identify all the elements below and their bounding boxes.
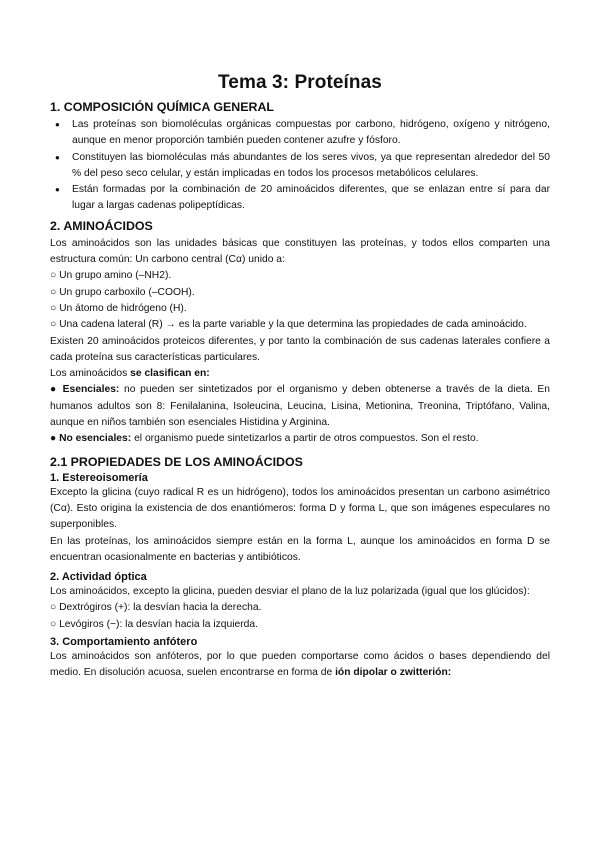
stereoisomery-paragraph: Excepto la glicina (cuyo radical R es un hidrógeno), todos los aminoácidos presentan un carbono asimétrico (Cα). Esto origina la existencia de dos enantiómeros: forma D y forma L, que son imágenes especulares no superponibles. [50, 486, 550, 531]
section-2-heading: 2. AMINOÁCIDOS [50, 218, 153, 233]
essential-paragraph [50, 382, 550, 431]
nonessential-text: el organismo puede sintetizarlos a partir de otros compuestos. Son el resto. [131, 433, 479, 445]
subsection-optical-heading: 2. Actividad óptica [50, 571, 147, 584]
amphoteric-text: Los aminoácidos son anfóteros, por lo que pueden comportarse como ácidos o bases dependiendo del medio. En disolución acuosa, suelen encontrarse en forma de [50, 651, 550, 679]
optical-item: ○ Dextrógiros (+): la desvían hacia la derecha. [50, 602, 262, 614]
page-title: Tema 3: Proteínas [218, 72, 382, 93]
section-1-heading: 1. COMPOSICIÓN QUÍMICA GENERAL [50, 100, 274, 114]
structure-part: ○ Un grupo amino (–NH2). [50, 270, 172, 282]
amphoteric-paragraph [50, 649, 550, 682]
section-2-paragraph: Existen 20 aminoácidos proteicos diferentes, y por tanto la combinación de sus cadenas laterales confiere a cada proteína sus características particulares. [50, 335, 550, 363]
stereoisomery-paragraph: En las proteínas, los aminoácidos siempre están en la forma L, aunque los aminoácidos en forma D se encuentran ocasionalmente en bacterias y antibióticos. [50, 535, 550, 563]
section-2-1-heading: 2.1 PROPIEDADES DE LOS AMINOÁCIDOS [50, 454, 303, 469]
section-2-intro: Los aminoácidos son las unidades básicas que constituyen las proteínas, y todos ellos comparten una estructura común: Un carbono central (Cα) unido a: [50, 237, 550, 266]
optical-item: ○ Levógiros (−): la desvían hacia la izquierda. [50, 618, 258, 630]
document-page [50, 72, 550, 682]
essential-label: ● Esenciales: [50, 384, 120, 396]
nonessential-label: ● No esenciales: [50, 433, 132, 445]
bullet-item: ● Constituyen las biomoléculas más abundantes de los seres vivos, ya que representan alrededor del 50 % del peso seco celular, y están implicadas en todos los procesos metabólicos celulares. [72, 150, 550, 183]
bullet-item: ● Están formadas por la combinación de 20 aminoácidos diferentes, que se enlazan entre sí para dar lugar a largas cadenas polipeptídicas. [72, 182, 550, 215]
structure-part: ○ Un grupo carboxilo (–COOH). [50, 286, 195, 298]
amphoteric-bold: ión dipolar o zwitterión: [335, 667, 452, 679]
classification-text: Los aminoácidos [50, 368, 131, 380]
subsection-stereoisomery-heading: 1. Estereoisomería [50, 471, 148, 484]
bullet-item: ● Las proteínas son biomoléculas orgánicas compuestas por carbono, hidrógeno, oxígeno y nitrógeno, aunque en menor proporción también pueden contener azufre y fósforo. [72, 117, 550, 150]
section-1-bullets [50, 117, 550, 215]
classification-line [50, 366, 550, 382]
structure-part: ○ Una cadena lateral (R) → es la parte variable y la que determina las propiedades de cada aminoácido. [50, 319, 527, 331]
essential-text: no pueden ser sintetizados por el organismo y deben obtenerse a través de la dieta. En humanos adultos son 8: Fenilalanina, Isoleucina, Leucina, Lisina, Metionina, Treonina, Triptófano, Valina, aunque en niños también son esenciales Histidina y Arginina. [50, 384, 551, 429]
optical-paragraph: Los aminoácidos, excepto la glicina, pueden desviar el plano de la luz polarizada (igual que los glúcidos): [50, 586, 530, 598]
structure-part: ○ Un átomo de hidrógeno (H). [50, 302, 187, 314]
classification-bold: se clasifican en: [130, 368, 210, 380]
nonessential-paragraph [50, 431, 550, 447]
subsection-amphoteric-heading: 3. Comportamiento anfótero [50, 636, 198, 649]
